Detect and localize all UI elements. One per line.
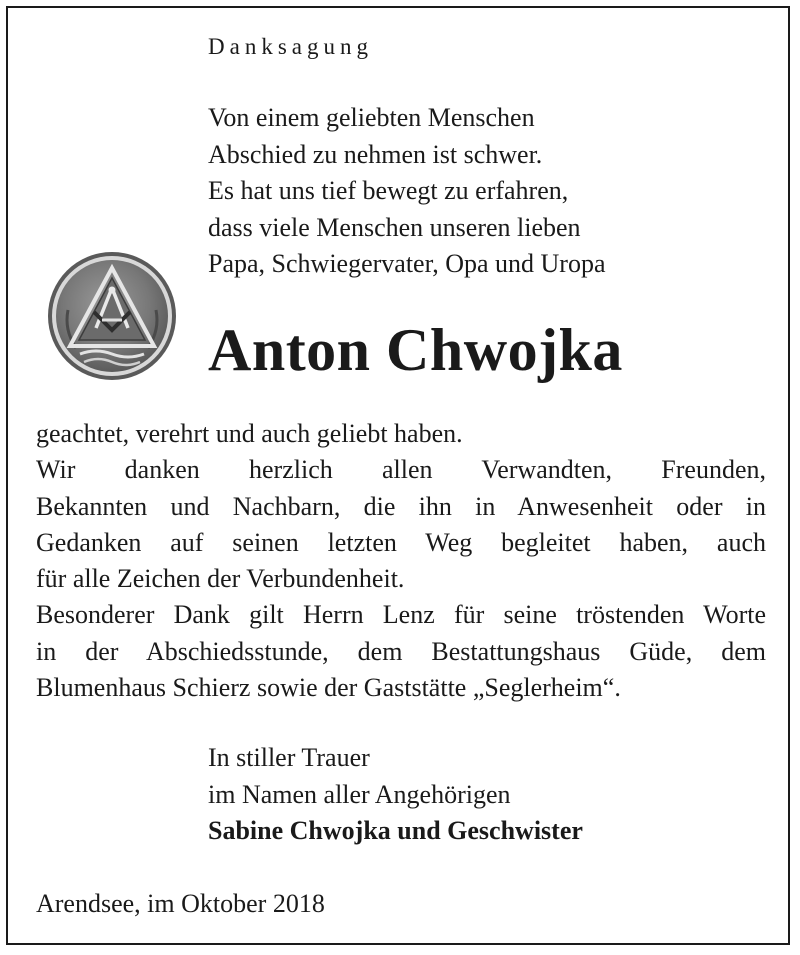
- deceased-name: Anton Chwojka: [208, 317, 623, 383]
- intro-line: Papa, Schwiegervater, Opa und Uropa: [208, 249, 606, 278]
- body-line: für alle Zeichen der Verbundenheit.: [36, 564, 405, 594]
- masonic-emblem-icon: [46, 250, 178, 382]
- intro-line: Von einem geliebten Menschen: [208, 103, 535, 132]
- signature-line: In stiller Trauer: [208, 743, 370, 772]
- signer-name: Sabine Chwojka und Geschwister: [208, 816, 583, 845]
- body-line: geachtet, verehrt und auch geliebt haben.: [36, 419, 463, 448]
- body-line: in der Abschiedsstunde, dem Bestattungshaus Güde, dem: [36, 636, 766, 666]
- intro-line: Abschied zu nehmen ist schwer.: [208, 139, 543, 169]
- place-date: Arendsee, im Oktober 2018: [36, 889, 325, 918]
- intro-line: dass viele Menschen unseren lieben: [208, 212, 581, 242]
- signature-line: im Namen aller Angehörigen: [208, 779, 511, 809]
- intro-verse: [208, 100, 606, 283]
- signature-block: [208, 740, 583, 850]
- body-line: Gedanken auf seinen letzten Weg begleitet haben, auch: [36, 527, 766, 557]
- heading: Danksagung: [208, 34, 373, 59]
- body-line: Bekannten und Nachbarn, die ihn in Anwesenheit oder in: [36, 491, 766, 521]
- body-text: [36, 416, 766, 706]
- body-line: Blumenhaus Schierz sowie der Gaststätte „Seglerheim“.: [36, 673, 621, 703]
- body-line: Besonderer Dank gilt Herrn Lenz für seine tröstenden Worte: [36, 600, 766, 630]
- intro-line: Es hat uns tief bewegt zu erfahren,: [208, 176, 569, 205]
- body-line: Wir danken herzlich allen Verwandten, Freunden,: [36, 455, 766, 485]
